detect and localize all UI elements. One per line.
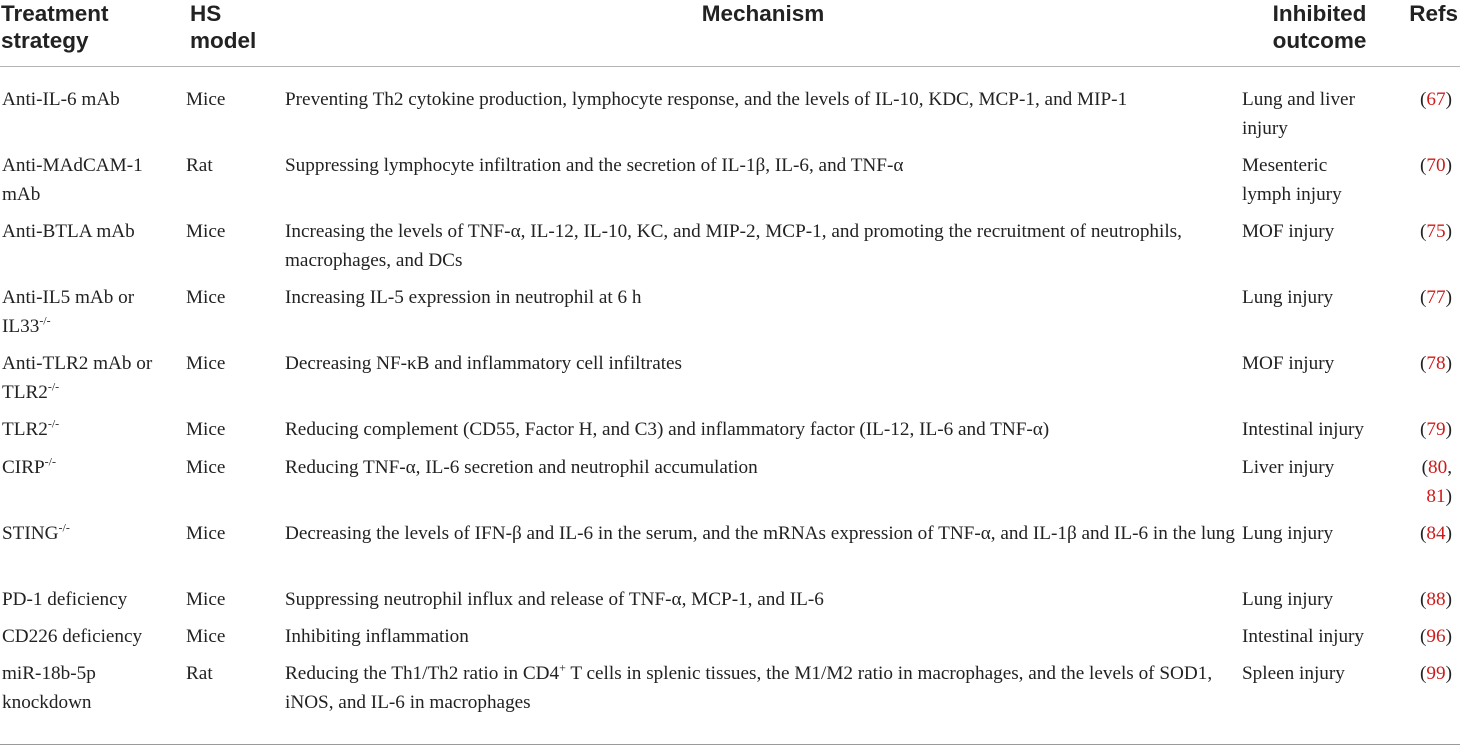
cell-refs: (78) <box>1420 352 1452 374</box>
mechanism-text: T cells in splenic tissues, the M1/M2 ratio in macrophages, and the levels of SOD1, iNOS, and IL-6 in macrophages <box>285 662 1213 713</box>
mechanism-superscript: + <box>559 660 566 675</box>
strategy-superscript: -/- <box>39 313 51 328</box>
outcome-text: Lung and liver <box>1242 88 1355 110</box>
cell-refs: (84) <box>1420 522 1452 544</box>
outcome-text: MOF injury <box>1242 352 1335 374</box>
cell-treatment-strategy <box>0 511 186 577</box>
outcome-text: Lung injury <box>1242 286 1334 308</box>
table-row <box>0 651 1460 717</box>
header-treatment-strategy: Treatment strategy <box>0 0 186 66</box>
strategy-superscript: -/- <box>47 379 60 394</box>
cell-treatment-strategy <box>0 577 186 614</box>
cell-refs: (79) <box>1420 418 1452 440</box>
cell-hs-model: Mice <box>186 625 226 647</box>
cell-treatment-strategy <box>0 614 186 651</box>
strategy-superscript: -/- <box>47 416 60 431</box>
cell-treatment-strategy <box>0 209 186 275</box>
strategy-text: Anti-IL-6 mAb <box>2 88 120 110</box>
cell-hs-model: Mice <box>186 588 226 610</box>
table-row <box>0 577 1460 614</box>
strategy-superscript: -/- <box>44 454 56 469</box>
cell-hs-model: Rat <box>186 662 213 684</box>
cell-refs: (88) <box>1420 588 1452 610</box>
table-row <box>0 143 1460 209</box>
cell-inhibited-outcome <box>1241 209 1398 275</box>
table-row <box>0 209 1460 275</box>
cell-hs-model: Mice <box>186 522 226 544</box>
cell-treatment-strategy <box>0 407 186 445</box>
strategy-text: Anti-MAdCAM-1 <box>2 154 143 176</box>
reference-link[interactable]: 78 <box>1426 352 1446 374</box>
cell-mechanism: Increasing IL-5 expression in neutrophil at 6 h <box>285 286 642 308</box>
strategy-text: TLR2 <box>2 381 48 403</box>
reference-link[interactable]: 79 <box>1426 418 1446 440</box>
cell-treatment-strategy <box>0 341 186 407</box>
table-header <box>0 0 1460 66</box>
strategy-text: miR-18b-5p <box>2 662 96 684</box>
cell-mechanism: Decreasing NF-κB and inflammatory cell infiltrates <box>285 352 683 374</box>
cell-treatment-strategy <box>0 275 186 341</box>
strategy-text: STING <box>2 522 59 544</box>
strategy-text: IL33 <box>2 315 40 337</box>
table-row <box>0 614 1460 651</box>
header-hs-model: HS model <box>186 0 285 66</box>
cell-refs: (99) <box>1420 662 1452 684</box>
cell-refs: (80, 81) <box>1421 456 1452 507</box>
table-row <box>0 407 1460 445</box>
outcome-text: Lung injury <box>1242 588 1334 610</box>
cell-mechanism <box>285 651 1241 717</box>
strategy-text: CIRP <box>2 456 45 478</box>
cell-hs-model: Mice <box>186 418 226 440</box>
strategy-text: knockdown <box>2 691 92 713</box>
cell-treatment-strategy <box>0 66 186 143</box>
cell-mechanism: Suppressing neutrophil influx and release of TNF-α, MCP-1, and IL-6 <box>285 588 824 610</box>
cell-refs: (67) <box>1420 88 1452 110</box>
cell-hs-model: Mice <box>186 352 226 374</box>
reference-link[interactable]: 75 <box>1426 220 1446 242</box>
strategy-superscript: -/- <box>58 520 70 535</box>
cell-refs: (96) <box>1420 625 1452 647</box>
cell-mechanism: Preventing Th2 cytokine production, lymphocyte response, and the levels of IL-10, KDC, MCP-1, and MIP-1 <box>285 88 1128 110</box>
cell-mechanism: Reducing TNF-α, IL-6 secretion and neutrophil accumulation <box>285 456 758 478</box>
mechanism-text: Reducing the Th1/Th2 ratio in CD4 <box>285 662 560 684</box>
reference-link[interactable]: 99 <box>1426 662 1446 684</box>
strategy-text: mAb <box>2 183 41 205</box>
cell-inhibited-outcome <box>1241 143 1398 209</box>
cell-hs-model: Mice <box>186 286 226 308</box>
cell-inhibited-outcome <box>1241 341 1398 407</box>
reference-link[interactable]: 70 <box>1426 154 1446 176</box>
header-inhibited-outcome: Inhibited outcome <box>1241 0 1398 66</box>
header-mechanism: Mechanism <box>285 0 1241 66</box>
outcome-text: injury <box>1242 117 1288 139</box>
cell-mechanism: Decreasing the levels of IFN-β and IL-6 in the serum, and the mRNAs expression of TNF-α, and IL-1β and IL-6 in the lung <box>285 522 1235 544</box>
cell-mechanism: Suppressing lymphocyte infiltration and the secretion of IL-1β, IL-6, and TNF-α <box>285 154 904 176</box>
cell-inhibited-outcome <box>1241 511 1398 577</box>
outcome-text: lymph injury <box>1242 183 1342 205</box>
strategy-text: Anti-TLR2 mAb or <box>2 352 153 374</box>
cell-inhibited-outcome <box>1241 407 1398 445</box>
outcome-text: Intestinal injury <box>1242 625 1365 647</box>
cell-inhibited-outcome <box>1241 651 1398 717</box>
reference-link[interactable]: 67 <box>1426 88 1446 110</box>
cell-inhibited-outcome <box>1241 66 1398 143</box>
header-refs: Refs <box>1398 0 1460 66</box>
strategy-text: PD-1 deficiency <box>2 588 128 610</box>
cell-inhibited-outcome <box>1241 614 1398 651</box>
cell-inhibited-outcome <box>1241 577 1398 614</box>
cell-treatment-strategy <box>0 445 186 511</box>
strategy-text: TLR2 <box>2 418 48 440</box>
reference-link[interactable]: 77 <box>1426 286 1446 308</box>
reference-link[interactable]: 84 <box>1426 522 1446 544</box>
table-row <box>0 511 1460 577</box>
outcome-text: Spleen injury <box>1242 662 1345 684</box>
reference-link[interactable]: 81 <box>1426 485 1446 507</box>
cell-treatment-strategy <box>0 651 186 717</box>
table-row <box>0 275 1460 341</box>
outcome-text: Lung injury <box>1242 522 1334 544</box>
outcome-text: MOF injury <box>1242 220 1335 242</box>
cell-inhibited-outcome <box>1241 275 1398 341</box>
cell-hs-model: Mice <box>186 220 226 242</box>
strategy-text: CD226 deficiency <box>2 625 143 647</box>
cell-refs: (75) <box>1420 220 1452 242</box>
header-row <box>0 0 1460 66</box>
table-row <box>0 66 1460 143</box>
cell-treatment-strategy <box>0 143 186 209</box>
reference-link[interactable]: 80 <box>1428 456 1448 478</box>
cell-mechanism: Reducing complement (CD55, Factor H, and C3) and inflammatory factor (IL-12, IL-6 and TNF-α) <box>285 418 1050 440</box>
cell-hs-model: Mice <box>186 88 226 110</box>
strategy-text: Anti-IL5 mAb or <box>2 286 135 308</box>
cell-refs: (77) <box>1420 286 1452 308</box>
table-bottom-rule <box>0 744 1460 745</box>
cell-refs: (70) <box>1420 154 1452 176</box>
cell-mechanism: Increasing the levels of TNF-α, IL-12, IL-10, KC, and MIP-2, MCP-1, and promoting the recruitment of neutrophils, macrophages, and DCs <box>285 220 1182 271</box>
table-row <box>0 445 1460 511</box>
cell-hs-model: Mice <box>186 456 226 478</box>
cell-inhibited-outcome <box>1241 445 1398 511</box>
cell-mechanism: Inhibiting inflammation <box>285 625 469 647</box>
outcome-text: Mesenteric <box>1242 154 1328 176</box>
reference-link[interactable]: 88 <box>1426 588 1446 610</box>
outcome-text: Intestinal injury <box>1242 418 1365 440</box>
strategy-text: Anti-BTLA mAb <box>2 220 135 242</box>
reference-link[interactable]: 96 <box>1426 625 1446 647</box>
outcome-text: Liver injury <box>1242 456 1335 478</box>
cell-hs-model: Rat <box>186 154 213 176</box>
table-body <box>0 66 1460 717</box>
table-row <box>0 341 1460 407</box>
